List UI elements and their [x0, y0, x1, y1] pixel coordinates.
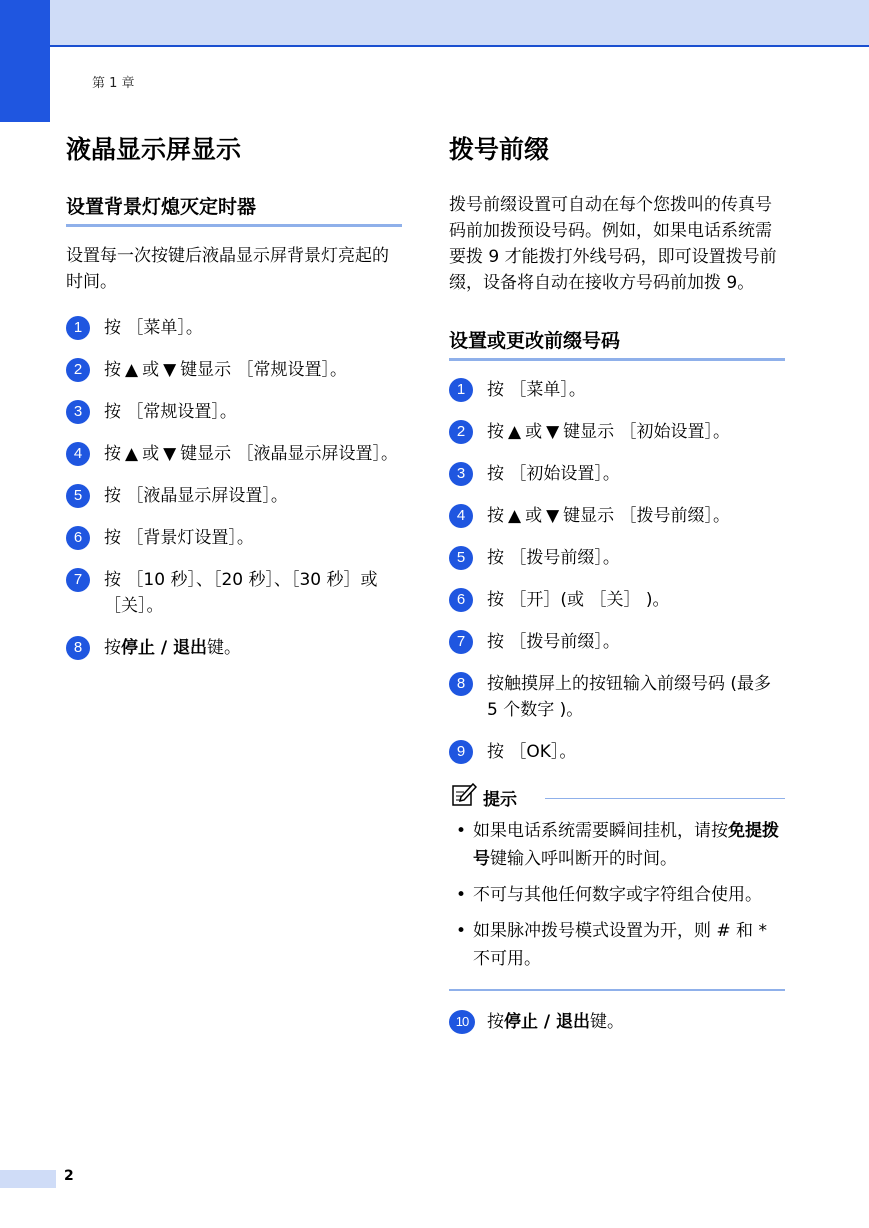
stop-exit-key: 停止 / 退出 — [121, 638, 208, 658]
step-list — [449, 377, 785, 765]
up-arrow-icon: ▲ — [125, 444, 139, 464]
chapter-label: 第 1 章 — [92, 76, 135, 91]
step-item — [449, 461, 785, 487]
tip-text: 如果电话系统需要瞬间挂机，请按 — [473, 821, 728, 841]
step-number: 3 — [449, 462, 473, 486]
step-text: 键显示 ［初始设置］。 — [563, 422, 731, 442]
step-number: 5 — [449, 546, 473, 570]
step-or: 或 — [525, 506, 543, 526]
step-item — [449, 739, 785, 765]
tip-text: 如果脉冲拨号模式设置为开，则 # 和 * 不可用。 — [473, 921, 767, 969]
down-arrow-icon: ▼ — [163, 360, 177, 380]
step-number: 2 — [449, 420, 473, 444]
step-number: 9 — [449, 740, 473, 764]
step-number: 4 — [449, 504, 473, 528]
step-text: 按 ［10 秒］、［20 秒］、［30 秒］或 ［关］。 — [104, 570, 378, 616]
step-text: 按 ［菜单］。 — [104, 318, 203, 338]
up-arrow-icon: ▲ — [508, 506, 522, 526]
step-press: 按 — [487, 422, 504, 442]
step-list — [66, 315, 402, 661]
right-column — [449, 130, 785, 1051]
note-box — [449, 781, 785, 991]
step-or: 或 — [525, 422, 543, 442]
final-step-list — [449, 1009, 785, 1035]
step-press: 按 — [487, 506, 504, 526]
step-number: 7 — [449, 630, 473, 654]
step-press: 按 — [487, 1012, 504, 1032]
step-text: 按 ［初始设置］。 — [487, 464, 620, 484]
step-item — [66, 483, 402, 509]
step-or: 或 — [142, 444, 160, 464]
step-text: 键显示 ［拨号前缀］。 — [563, 506, 731, 526]
step-item — [449, 587, 785, 613]
step-number: 6 — [449, 588, 473, 612]
step-item — [66, 357, 402, 383]
intro-paragraph: 拨号前缀设置可自动在每个您拨叫的传真号码前加拨预设号码。例如，如果电话系统需要拨 9 才能拨打外线号码，即可设置拨号前缀，设备将自动在接收方号码前加拨 9。 — [449, 195, 777, 293]
step-text: 按 ［常规设置］。 — [104, 402, 237, 422]
left-column — [66, 130, 402, 677]
step-text: 按 ［背景灯设置］。 — [104, 528, 254, 548]
step-text: 键显示 ［常规设置］。 — [180, 360, 348, 380]
header-rule — [50, 45, 869, 47]
tip-item — [449, 817, 785, 873]
intro-paragraph: 设置每一次按键后液晶显示屏背景灯亮起的时间。 — [66, 246, 389, 292]
step-item — [449, 629, 785, 655]
tip-text: 键输入呼叫断开的时间。 — [490, 849, 677, 869]
step-text: 按 ［液晶显示屏设置］。 — [104, 486, 288, 506]
note-title: 提示 — [483, 790, 517, 810]
step-press: 按 — [104, 360, 121, 380]
step-item — [449, 1009, 785, 1035]
subsection-title: 设置背景灯熄灭定时器 — [66, 192, 402, 227]
tip-item — [449, 917, 785, 973]
step-text: 按 ［拨号前缀］。 — [487, 548, 620, 568]
step-item — [449, 419, 785, 445]
tip-text: 不可与其他任何数字或字符组合使用。 — [473, 885, 762, 905]
step-item — [449, 671, 785, 723]
step-number: 2 — [66, 358, 90, 382]
note-header — [449, 781, 785, 811]
section-title: 拨号前缀 — [449, 135, 550, 164]
header-band — [0, 0, 869, 46]
step-number: 8 — [66, 636, 90, 660]
step-number: 4 — [66, 442, 90, 466]
step-number: 1 — [66, 316, 90, 340]
up-arrow-icon: ▲ — [125, 360, 139, 380]
step-text: 按触摸屏上的按钮输入前缀号码 (最多 5 个数字 )。 — [487, 674, 772, 720]
step-press: 按 — [104, 638, 121, 658]
step-item — [66, 525, 402, 551]
step-number: 8 — [449, 672, 473, 696]
step-number: 1 — [449, 378, 473, 402]
step-item — [449, 377, 785, 403]
step-item — [449, 503, 785, 529]
step-text: 按 ［拨号前缀］。 — [487, 632, 620, 652]
step-text: 键。 — [207, 638, 242, 658]
chapter-tab — [0, 0, 50, 122]
step-item — [66, 567, 402, 619]
step-press: 按 — [104, 444, 121, 464]
step-or: 或 — [142, 360, 160, 380]
step-item — [66, 635, 402, 661]
section-title: 液晶显示屏显示 — [66, 135, 242, 164]
step-text: 按 ［开］(或 ［关］ )。 — [487, 590, 670, 610]
hands-free-key: 免提拨号 — [473, 821, 779, 869]
tip-list — [449, 817, 785, 973]
down-arrow-icon: ▼ — [163, 444, 177, 464]
step-text: 按 ［OK］。 — [487, 742, 577, 762]
step-text: 按 ［菜单］。 — [487, 380, 586, 400]
up-arrow-icon: ▲ — [508, 422, 522, 442]
step-number: 5 — [66, 484, 90, 508]
step-number: 10 — [449, 1010, 475, 1034]
step-item — [66, 399, 402, 425]
subsection-title: 设置或更改前缀号码 — [449, 326, 785, 361]
step-number: 6 — [66, 526, 90, 550]
stop-exit-key: 停止 / 退出 — [504, 1012, 591, 1032]
step-number: 7 — [66, 568, 90, 592]
step-item — [66, 441, 402, 467]
note-pencil-icon — [451, 783, 477, 811]
down-arrow-icon: ▼ — [546, 422, 560, 442]
step-number: 3 — [66, 400, 90, 424]
step-text: 键显示 ［液晶显示屏设置］。 — [180, 444, 399, 464]
down-arrow-icon: ▼ — [546, 506, 560, 526]
step-item — [449, 545, 785, 571]
note-rule — [545, 798, 785, 799]
page-number: 2 — [64, 1168, 74, 1184]
footer-band — [0, 1170, 56, 1188]
tip-item — [449, 881, 785, 909]
step-item — [66, 315, 402, 341]
step-text: 键。 — [590, 1012, 625, 1032]
